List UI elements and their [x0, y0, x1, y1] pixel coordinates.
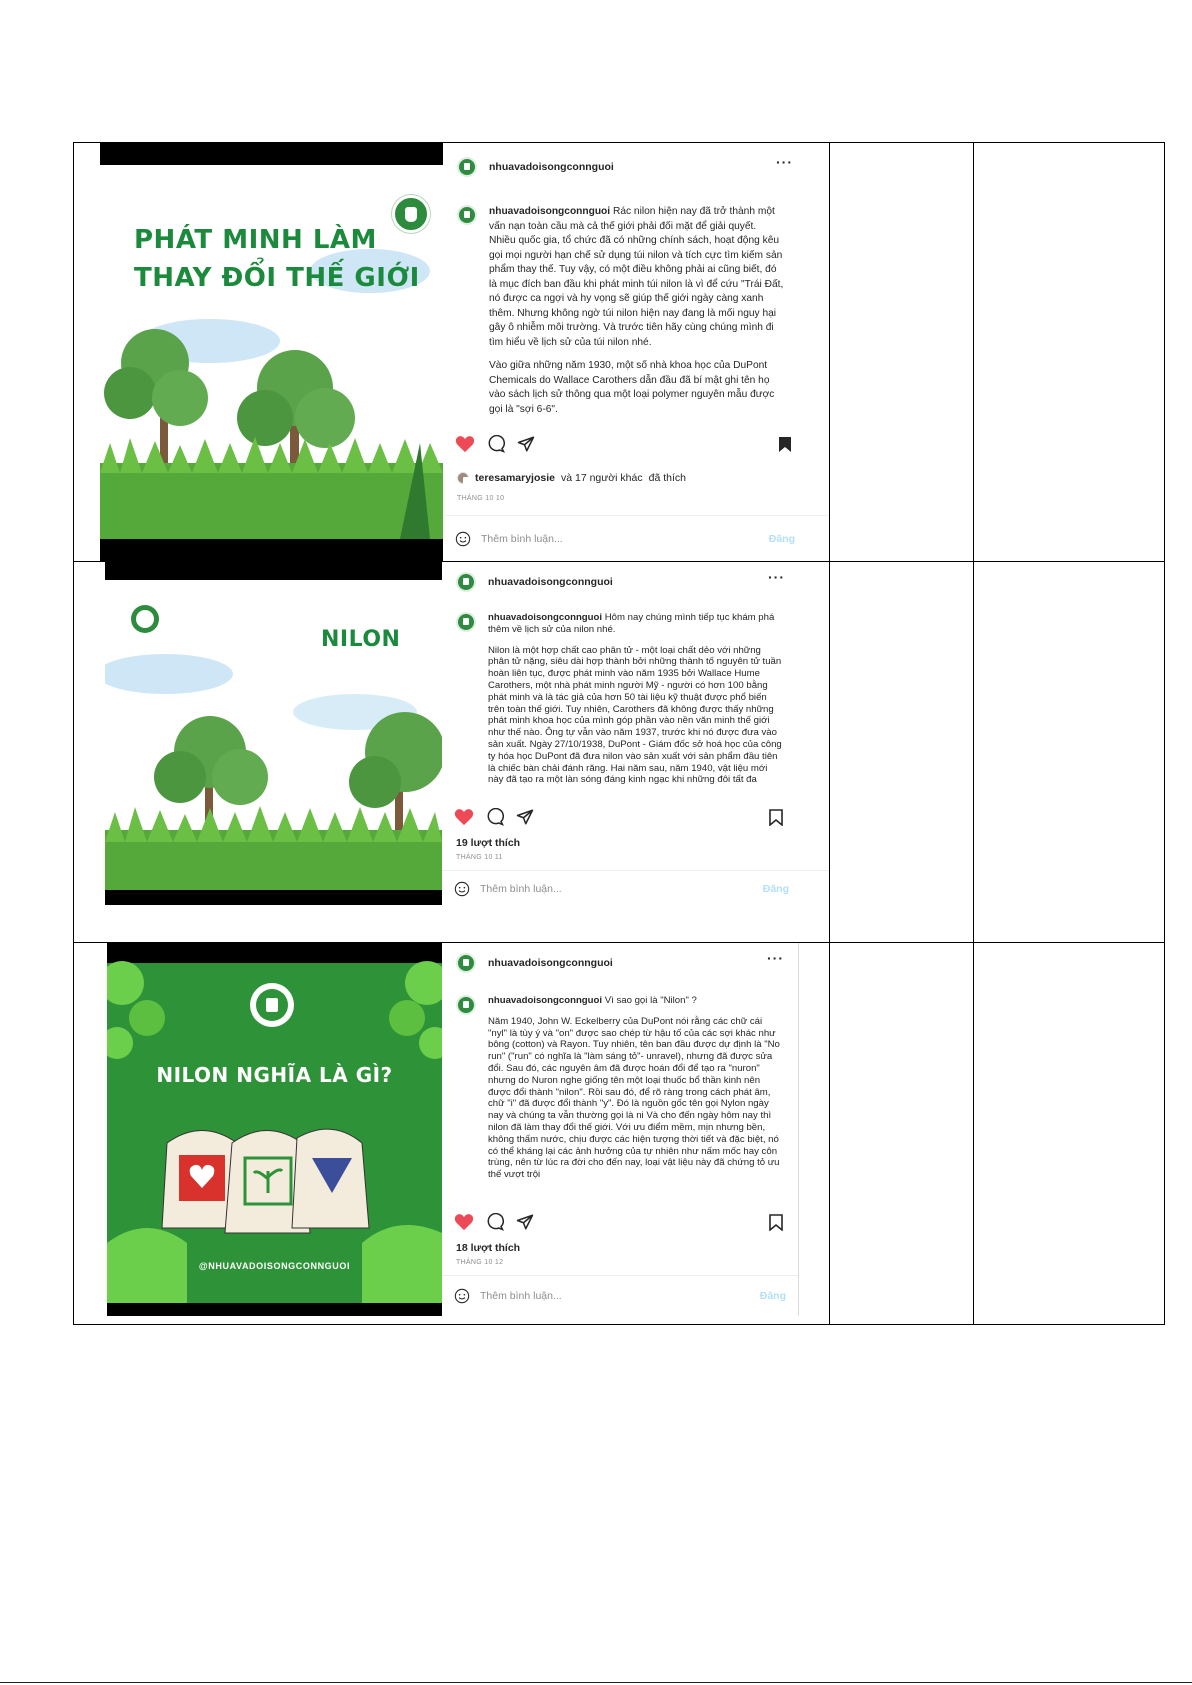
comment-bar: [443, 515, 829, 561]
avatar[interactable]: [456, 953, 476, 973]
table-row: [74, 143, 1165, 562]
username[interactable]: nhuavadoisongconnguoi: [488, 576, 613, 588]
emoji-icon[interactable]: [454, 881, 470, 897]
image-title: PHÁT MINH LÀM THAY ĐỔI THẾ GIỚI: [134, 225, 420, 293]
post-comment-button[interactable]: Đăng: [759, 1290, 786, 1302]
caption: [456, 612, 784, 800]
post-date: THÁNG 10 12: [456, 1259, 504, 1266]
table-cell-post: [74, 562, 830, 943]
forest-illustration: [100, 143, 443, 561]
more-options-icon[interactable]: ···: [776, 154, 793, 170]
bookmark-icon[interactable]: [769, 1214, 783, 1231]
caption-text: nhuavadoisongconnguoi Rác nilon hiện nay đã trở thành một vấn nạn toàn cầu mà cả thế giới phải đối mặt để giải quyết. Nhiều quốc gia, tổ chức đã có những chính sách, hoạt động kêu gọi mọi người hạn chế sử dụng túi nilon và tích cực tìm kiếm sản phẩm thay thế. Tuy vậy, có một điều không phải ai cũng biết, đó là mục đích ban đầu khi phát minh túi nilon là vì để cứu "Trái Đất, nó được ca ngợi và hy vọng sẽ giúp thế giới ngày càng xanh thêm. Nhưng không ngờ túi nilon hiện nay đang là mối nguy hại gây ô nhiễm môi trường. Và trước tiên hãy cùng chúng mình đi tìm hiểu về lịch sử của túi nilon nhé. Vào giữa những năm 1930, một số nhà khoa học của DuPont Chemicals do Wallace Carothers dẫn đầu đã bí mật ghi tên họ vào sách lịch sử thông qua một loại polymer nguyên mẫu được gọi là "sợi 6-6".: [489, 206, 784, 415]
share-icon[interactable]: [516, 1213, 534, 1231]
comment-icon[interactable]: [486, 808, 504, 826]
table-cell-empty: [973, 943, 1164, 1325]
post-header: [456, 572, 613, 592]
likes-others[interactable]: và 17 người khác: [560, 472, 643, 484]
instagram-post-panel: [443, 143, 829, 561]
share-icon[interactable]: [517, 435, 535, 453]
avatar[interactable]: [456, 572, 476, 592]
comment-bar: [442, 870, 829, 907]
table-row: [74, 943, 1165, 1325]
table-row: [74, 562, 1165, 943]
likes-suffix: đã thích: [648, 472, 686, 484]
post-image: [100, 143, 443, 561]
likes-summary: [457, 472, 686, 484]
action-bar: [454, 1213, 534, 1231]
forest-illustration: [105, 562, 442, 905]
avatar[interactable]: [457, 205, 477, 225]
post-comment-button[interactable]: Đăng: [762, 883, 789, 895]
emoji-icon[interactable]: [455, 531, 471, 547]
comment-input[interactable]: Thêm bình luận...: [480, 1290, 562, 1302]
table-cell-post: [74, 943, 830, 1325]
image-handle: @NHUAVADOISONGCONNGUOI: [198, 1261, 351, 1271]
image-title: NILON NGHĨA LÀ GÌ?: [156, 1063, 393, 1087]
post-header: [456, 953, 613, 973]
likes-count[interactable]: 19 lượt thích: [456, 837, 521, 849]
table-cell-empty: [829, 562, 973, 943]
heart-icon[interactable]: [454, 1213, 474, 1231]
table-cell-post: [74, 143, 830, 562]
instagram-post-panel: [442, 562, 829, 905]
likes-count[interactable]: 18 lượt thích: [456, 1242, 521, 1254]
caption-username[interactable]: nhuavadoisongconnguoi: [488, 612, 603, 623]
more-options-icon[interactable]: ···: [768, 569, 785, 585]
avatar[interactable]: [456, 612, 476, 632]
post-date: THÁNG 10 11: [456, 854, 503, 861]
caption: [456, 995, 780, 1205]
action-bar: [454, 808, 534, 826]
comment-input[interactable]: Thêm bình luận...: [481, 533, 563, 545]
more-options-icon[interactable]: ···: [767, 950, 784, 966]
table-cell-empty: [829, 943, 973, 1325]
share-icon[interactable]: [516, 808, 534, 826]
heart-icon[interactable]: [455, 435, 475, 453]
comment-input[interactable]: Thêm bình luận...: [480, 883, 562, 895]
username[interactable]: nhuavadoisongconnguoi: [489, 161, 614, 173]
action-bar: [455, 435, 535, 453]
table-cell-empty: [829, 143, 973, 562]
liker-avatar: [457, 472, 469, 484]
username[interactable]: nhuavadoisongconnguoi: [488, 957, 613, 969]
caption-text: nhuavadoisongconnguoi Vì sao gọi là "Nilon" ? Năm 1940, John W. Eckelberry của DuPont nói rằng các chữ cái "nyl" là tùy ý và "on" được sao chép từ hậu tố của các sợi khác như bông (cotton) và Rayon. Tuy nhiên, tên ban đầu được dự định là "No run" ("run" có nghĩa là "làm sáng tỏ"- unravel), nhưng đã được sửa đổi. Sau đó, các nguyên âm đã được hoán đổi để tạo ra "nuron" nhưng do Nuron nghe giống tên một loại thuốc bổ thần kinh nên được đổi thành "nilon". Rồi sau đó, để rõ ràng trong cách phát âm, chữ "i" đã được đổi thành "y". Đó là nguồn gốc tên gọi Nylon ngày nay và chúng ta vẫn thường gọi là ni Và cho đến ngày hôm nay thì nilon đã làm thay đổi thế giới. Với ưu điểm mềm, mịn nhưng bền, không thấm nước, chịu được các hiện tượng thời tiết và đặc biệt, nó có thể kháng lại các ảnh hưởng của tự nhiên như nấm mốc hay côn trùng, nên từ lúc ra đời cho đến nay, loại vật liệu này đã chứng tỏ ưu thế vượt trội: [488, 995, 780, 1181]
comment-bar: [442, 1275, 798, 1316]
page-bottom-rule: [0, 1682, 1192, 1683]
post-image: [105, 562, 442, 905]
post-date: THÁNG 10 10: [457, 495, 505, 502]
caption: [457, 205, 785, 415]
brand-logo-icon: [392, 195, 430, 233]
table-cell-empty: [973, 562, 1164, 943]
caption-text: nhuavadoisongconnguoi Hôm nay chúng mình tiếp tục khám phá thêm về lịch sử của nilon nhé. Nilon là một hợp chất cao phân tử - một loại chất dẻo với những phân tử nặng, siêu dài hợp thành bởi những thành tố nguyên tử tuần hoàn liên tục, được phát minh vào năm 1935 bởi Wallace Hume Carothers, một nhà phát minh người Mỹ - người có hơn 100 bằng phát minh và là tác giả của hơn 50 tài liệu kỹ thuật được phổ biến trên toàn thế giới. Tuy nhiên, Carothers đã không được thấy những phát minh khoa học của mình góp phần vào nền văn minh thế giới như thế nào. Ông tự vẫn vào năm 1937, trước khi nó được đưa vào sản xuất. Ngày 27/10/1938, DuPont - Giám đốc sở hoá học của công ty hóa học DuPont đã đưa nilon vào sản xuất với sản phẩm đầu tiên là chiếc bàn chải đánh răng. Hai năm sau, năm 1940, vật liệu mới này đã tạo ra một làn sóng đáng kinh ngạc khi những đôi tất đa: [488, 612, 782, 786]
post-image: [107, 943, 442, 1316]
comment-icon[interactable]: [487, 435, 505, 453]
instagram-post-panel: [442, 943, 799, 1316]
bookmark-icon[interactable]: [769, 809, 783, 826]
avatar[interactable]: [457, 157, 477, 177]
comment-icon[interactable]: [486, 1213, 504, 1231]
avatar[interactable]: [456, 995, 476, 1015]
bookmark-icon[interactable]: [778, 436, 792, 453]
emoji-icon[interactable]: [454, 1288, 470, 1304]
document-table: [73, 142, 1165, 1325]
post-comment-button[interactable]: Đăng: [768, 533, 795, 545]
caption-username[interactable]: nhuavadoisongconnguoi: [488, 995, 603, 1006]
heart-icon[interactable]: [454, 808, 474, 826]
image-title: NILON: [321, 627, 401, 652]
liker-username[interactable]: teresamaryjosie: [475, 472, 555, 484]
post-header: [457, 157, 614, 177]
table-cell-empty: [973, 143, 1164, 562]
caption-username[interactable]: nhuavadoisongconnguoi: [489, 206, 611, 217]
